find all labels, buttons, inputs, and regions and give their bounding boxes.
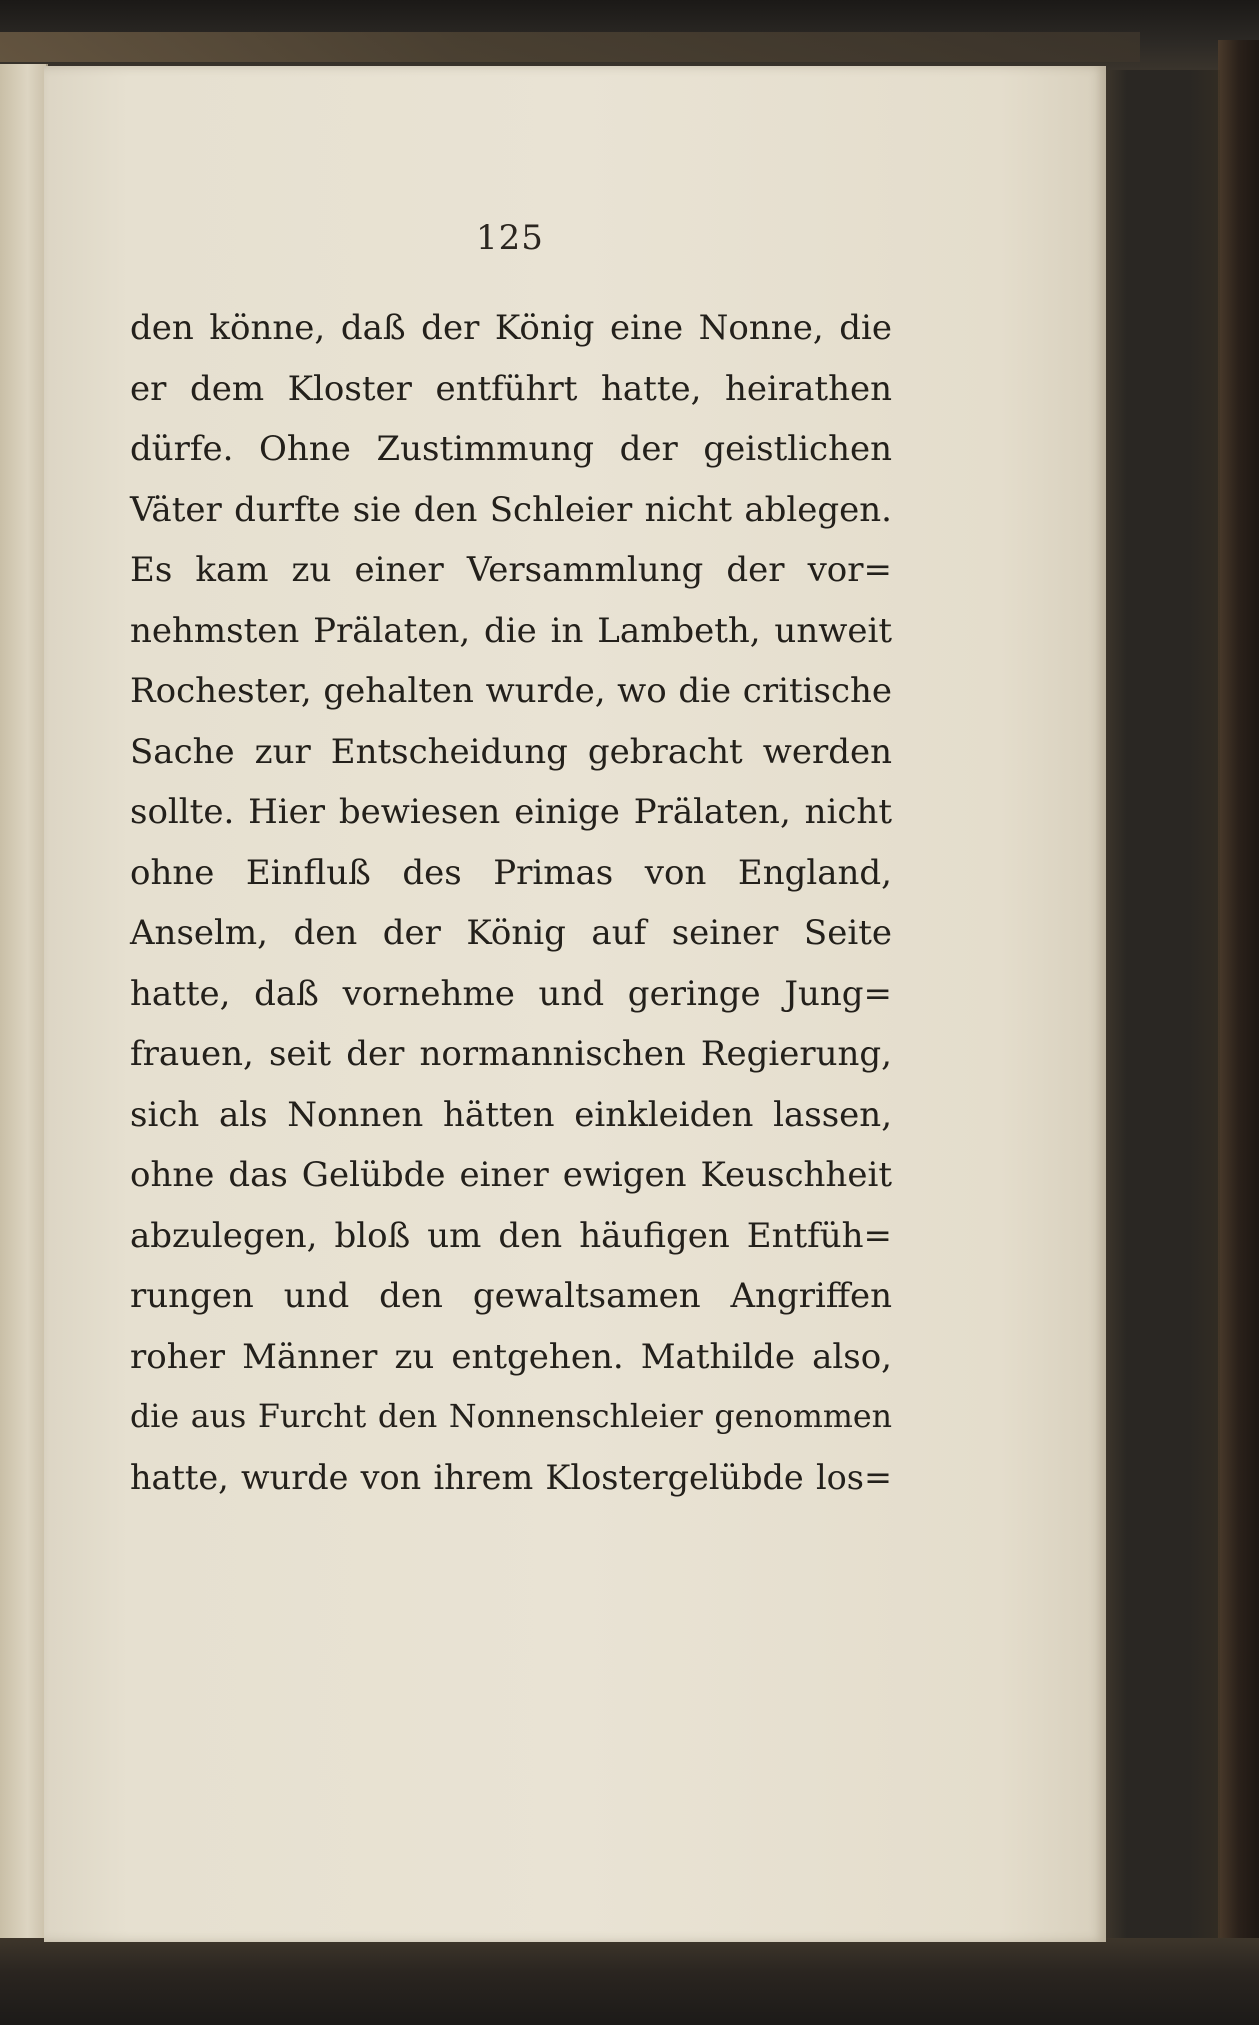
book-cover-bottom-edge xyxy=(0,1938,1259,2025)
text-line: abzulegen, bloß um den häufigen Entfüh= xyxy=(130,1215,892,1256)
text-line: rungen und den gewaltsamen Angriffen xyxy=(130,1276,892,1316)
text-line: hatte, wurde von ihrem Klostergelübde los= xyxy=(130,1457,892,1497)
text-line: hatte, daß vornehme und geringe Jung= xyxy=(130,973,892,1014)
text-line: roher Männer zu entgehen. Mathilde also, xyxy=(130,1336,892,1377)
page-number: 125 xyxy=(476,218,544,258)
text-line: er dem Kloster entführt hatte, heirathen xyxy=(130,368,892,409)
text-line: den könne, daß der König eine Nonne, die xyxy=(130,308,892,348)
body-text xyxy=(130,298,892,1508)
book-cover-right-edge xyxy=(1218,40,1259,1980)
previous-page-edge xyxy=(0,64,48,1944)
text-line: Rochester, gehalten wurde, wo die critische xyxy=(130,671,892,711)
text-line: frauen, seit der normannischen Regierung, xyxy=(130,1034,892,1074)
book-cover-binding-strip xyxy=(0,32,1140,62)
page-edges-shadow xyxy=(1096,70,1220,1942)
text-line: Es kam zu einer Versammlung der vor= xyxy=(130,550,892,590)
text-line: ohne Einfluß des Primas von England, xyxy=(130,852,892,893)
text-line: Sache zur Entscheidung gebracht werden xyxy=(130,731,892,772)
text-line: sich als Nonnen hätten einkleiden lassen, xyxy=(130,1094,892,1135)
text-line: die aus Furcht den Nonnenschleier genommen xyxy=(130,1399,892,1435)
text-line: nehmsten Prälaten, die in Lambeth, unweit xyxy=(130,610,892,651)
text-line: dürfe. Ohne Zustimmung der geistlichen xyxy=(130,429,892,469)
text-line: sollte. Hier bewiesen einige Prälaten, nicht xyxy=(130,792,892,832)
text-line: ohne das Gelübde einer ewigen Keuschheit xyxy=(130,1155,892,1195)
text-line: Anselm, den der König auf seiner Seite xyxy=(130,913,892,953)
text-line: Väter durfte sie den Schleier nicht ablegen. xyxy=(130,489,892,530)
